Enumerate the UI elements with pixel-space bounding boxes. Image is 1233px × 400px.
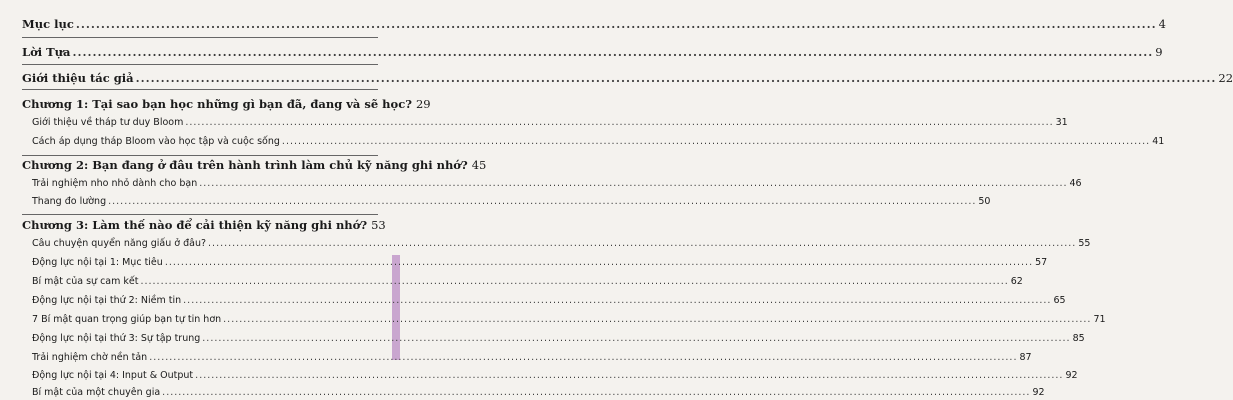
toc-entry	[32, 352, 1032, 363]
divider	[22, 64, 378, 65]
toc-entry-page: 9	[1155, 45, 1163, 59]
toc-entry-page: 46	[1069, 178, 1082, 189]
toc-entry-title: Mục lục	[22, 17, 74, 31]
toc-entry-title: Động lực nội tại thứ 3: Sự tập trung	[32, 333, 201, 344]
toc-entry-page: 31	[1055, 117, 1068, 128]
toc-entry-title: Động lực nội tại 1: Mục tiêu	[32, 257, 163, 268]
toc-entry-title: Động lực nội tại 4: Input & Output	[32, 370, 194, 381]
toc-entry-page: 62	[1010, 276, 1023, 287]
leader-dots	[195, 370, 1063, 381]
leader-dots	[185, 117, 1053, 128]
leader-dots	[162, 387, 1030, 398]
toc-entry	[32, 295, 1066, 306]
toc-entry-page: 92	[1065, 370, 1078, 381]
divider	[22, 37, 378, 38]
toc-entry	[32, 136, 1165, 147]
toc-entry-page: 87	[1019, 352, 1032, 363]
leader-dots	[136, 71, 1217, 85]
toc-entry-title: Thang đo lường	[32, 196, 107, 207]
toc-entry	[22, 97, 431, 111]
leader-dots	[165, 257, 1033, 268]
toc-entry	[32, 238, 1091, 249]
toc-entry-title: Động lực nội tại thứ 2: Niềm tin	[32, 295, 182, 306]
leader-dots	[108, 196, 976, 207]
toc-entry-page: 53	[371, 218, 386, 232]
leader-dots	[202, 333, 1070, 344]
divider	[22, 155, 378, 156]
leader-dots	[208, 238, 1076, 249]
toc-entry	[22, 218, 386, 232]
toc-entry	[32, 387, 1045, 398]
toc-entry-page: 41	[1152, 136, 1165, 147]
leader-dots	[223, 314, 1091, 325]
leader-dots	[183, 295, 1051, 306]
toc-entry-title: Chương 1: Tại sao bạn học những gì bạn đã, đang và sẽ học?	[22, 97, 412, 111]
toc-entry	[32, 257, 1048, 268]
toc-entry-page: 29	[415, 97, 431, 111]
toc-entry-title: Chương 2: Bạn đang ở đâu trên hành trình làm chủ kỹ năng ghi nhớ?	[22, 158, 468, 172]
toc-entry	[32, 314, 1106, 325]
leader-dots	[199, 178, 1067, 189]
page-edge-mark	[392, 255, 400, 360]
toc-entry	[22, 71, 1233, 85]
toc-entry-page: 22	[1218, 71, 1233, 85]
toc-entry	[32, 333, 1085, 344]
toc-entry-title: Bí mật của một chuyên gia	[32, 387, 161, 398]
toc-entry	[32, 117, 1068, 128]
toc-entry-title: 7 Bí mật quan trọng giúp bạn tự tin hơn	[32, 314, 222, 325]
toc-entry-title: Cách áp dụng tháp Bloom vào học tập và cuộc sống	[32, 136, 280, 147]
toc-entry-title: Giới thiệu tác giả	[22, 71, 134, 85]
leader-dots	[76, 17, 1157, 31]
leader-dots	[149, 352, 1017, 363]
toc-entry-title: Trải nghiệm nho nhỏ dành cho bạn	[32, 178, 198, 189]
toc-entry	[22, 17, 1166, 31]
leader-dots	[140, 276, 1008, 287]
leader-dots	[282, 136, 1150, 147]
toc-entry-page: 45	[471, 158, 487, 172]
divider	[22, 214, 378, 215]
toc-entry-page: 71	[1093, 314, 1106, 325]
toc-entry	[32, 178, 1082, 189]
toc-entry-page: 65	[1053, 295, 1066, 306]
toc-entry	[32, 370, 1078, 381]
toc-entry-page: 55	[1078, 238, 1091, 249]
leader-dots	[73, 45, 1154, 59]
toc-entry	[22, 158, 487, 172]
toc-entry-title: Trải nghiệm chờ nền tản	[32, 352, 148, 363]
toc-entry	[32, 276, 1023, 287]
toc-entry	[32, 196, 991, 207]
toc-entry-title: Lời Tựa	[22, 45, 71, 59]
toc-entry-title: Chương 3: Làm thế nào để cải thiện kỹ năng ghi nhớ?	[22, 218, 368, 232]
toc-entry-page: 4	[1158, 17, 1166, 31]
toc-entry	[22, 45, 1163, 59]
toc-entry-title: Câu chuyện quyển năng giấu ở đâu?	[32, 238, 207, 249]
toc-entry-page: 85	[1072, 333, 1085, 344]
toc-entry-page: 57	[1035, 257, 1048, 268]
toc-entry-title: Bí mật của sự cam kết	[32, 276, 139, 287]
toc-entry-page: 92	[1032, 387, 1045, 398]
divider	[22, 89, 378, 90]
toc-entry-title: Giới thiệu về tháp tư duy Bloom	[32, 117, 184, 128]
toc-entry-page: 50	[978, 196, 991, 207]
